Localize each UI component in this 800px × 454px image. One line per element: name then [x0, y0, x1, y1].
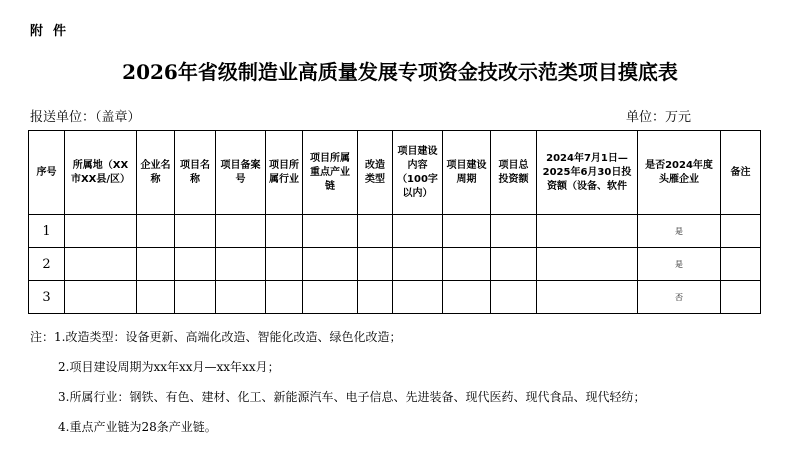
- table-cell: [491, 215, 537, 248]
- column-header-construction-content: 项目建设内容（100字以内）: [393, 131, 443, 215]
- table-cell: [137, 281, 175, 314]
- document-title: 2026年省级制造业高质量发展专项资金技改示范类项目摸底表: [122, 60, 678, 84]
- table-cell: [393, 215, 443, 248]
- table-cell: [358, 248, 393, 281]
- table-cell: [175, 281, 216, 314]
- note-industry-chains: 4.重点产业链为28条产业链。: [58, 420, 217, 434]
- table-cell: [491, 281, 537, 314]
- table-cell: [266, 281, 303, 314]
- table-cell: [65, 281, 137, 314]
- table-cell: [537, 281, 638, 314]
- table-cell: [537, 215, 638, 248]
- table-cell: [137, 215, 175, 248]
- table-cell: [491, 248, 537, 281]
- notes-section: [30, 322, 645, 442]
- table-cell: [137, 248, 175, 281]
- note-construction-period: 2.项目建设周期为xx年xx月—xx年xx月；: [58, 360, 280, 374]
- leading-enterprise-cell: 否: [638, 281, 721, 314]
- column-header-leading-enterprise: 是否2024年度头雁企业: [638, 131, 721, 215]
- table-cell: [175, 215, 216, 248]
- note-renovation-types: 注：1.改造类型：设备更新、高端化改造、智能化改造、绿色化改造；: [30, 330, 402, 344]
- table-cell: [303, 248, 358, 281]
- column-header-construction-period: 项目建设周期: [443, 131, 491, 215]
- leading-enterprise-cell: 是: [638, 248, 721, 281]
- row-index-cell: 3: [29, 281, 65, 314]
- table-cell: [266, 248, 303, 281]
- column-header-enterprise-name: 企业名称: [137, 131, 175, 215]
- note-industries: 3.所属行业：钢铁、有色、建材、化工、新能源汽车、电子信息、先进装备、现代医药、现代食品、现代轻纺；: [58, 390, 646, 404]
- table-cell: [443, 281, 491, 314]
- leading-enterprise-cell: 是: [638, 215, 721, 248]
- column-header-industry: 项目所属行业: [266, 131, 303, 215]
- table-cell: [303, 281, 358, 314]
- table-cell: [721, 281, 761, 314]
- table-row: [29, 281, 761, 314]
- row-index-cell: 1: [29, 215, 65, 248]
- column-header-total-investment: 项目总投资额: [491, 131, 537, 215]
- table-cell: [393, 281, 443, 314]
- table-cell: [443, 215, 491, 248]
- attachment-label: 附件: [30, 24, 77, 39]
- table-cell: [358, 215, 393, 248]
- column-header-period-investment: 2024年7月1日—2025年6月30日投资额（设备、软件: [537, 131, 638, 215]
- column-header-location: 所属地（XX市XX县/区）: [65, 131, 137, 215]
- table-cell: [721, 215, 761, 248]
- column-header-filing-number: 项目备案号: [216, 131, 266, 215]
- table-cell: [393, 248, 443, 281]
- table-cell: [537, 248, 638, 281]
- column-header-index: 序号: [29, 131, 65, 215]
- currency-unit-label: 单位：万元: [626, 110, 692, 125]
- survey-table: [28, 130, 761, 314]
- column-header-remarks: 备注: [721, 131, 761, 215]
- table-cell: [175, 248, 216, 281]
- table-header-row: [29, 131, 761, 215]
- column-header-renovation-type: 改造类型: [358, 131, 393, 215]
- table-cell: [65, 215, 137, 248]
- table-cell: [266, 215, 303, 248]
- table-cell: [216, 215, 266, 248]
- reporting-unit-label: 报送单位：（盖章）: [30, 110, 141, 125]
- table-cell: [216, 248, 266, 281]
- table-cell: [443, 248, 491, 281]
- table-cell: [65, 248, 137, 281]
- column-header-industry-chain: 项目所属重点产业链: [303, 131, 358, 215]
- table-cell: [303, 215, 358, 248]
- table-cell: [721, 248, 761, 281]
- table-cell: [216, 281, 266, 314]
- column-header-project-name: 项目名称: [175, 131, 216, 215]
- table-cell: [358, 281, 393, 314]
- table-row: [29, 248, 761, 281]
- table-row: [29, 215, 761, 248]
- row-index-cell: 2: [29, 248, 65, 281]
